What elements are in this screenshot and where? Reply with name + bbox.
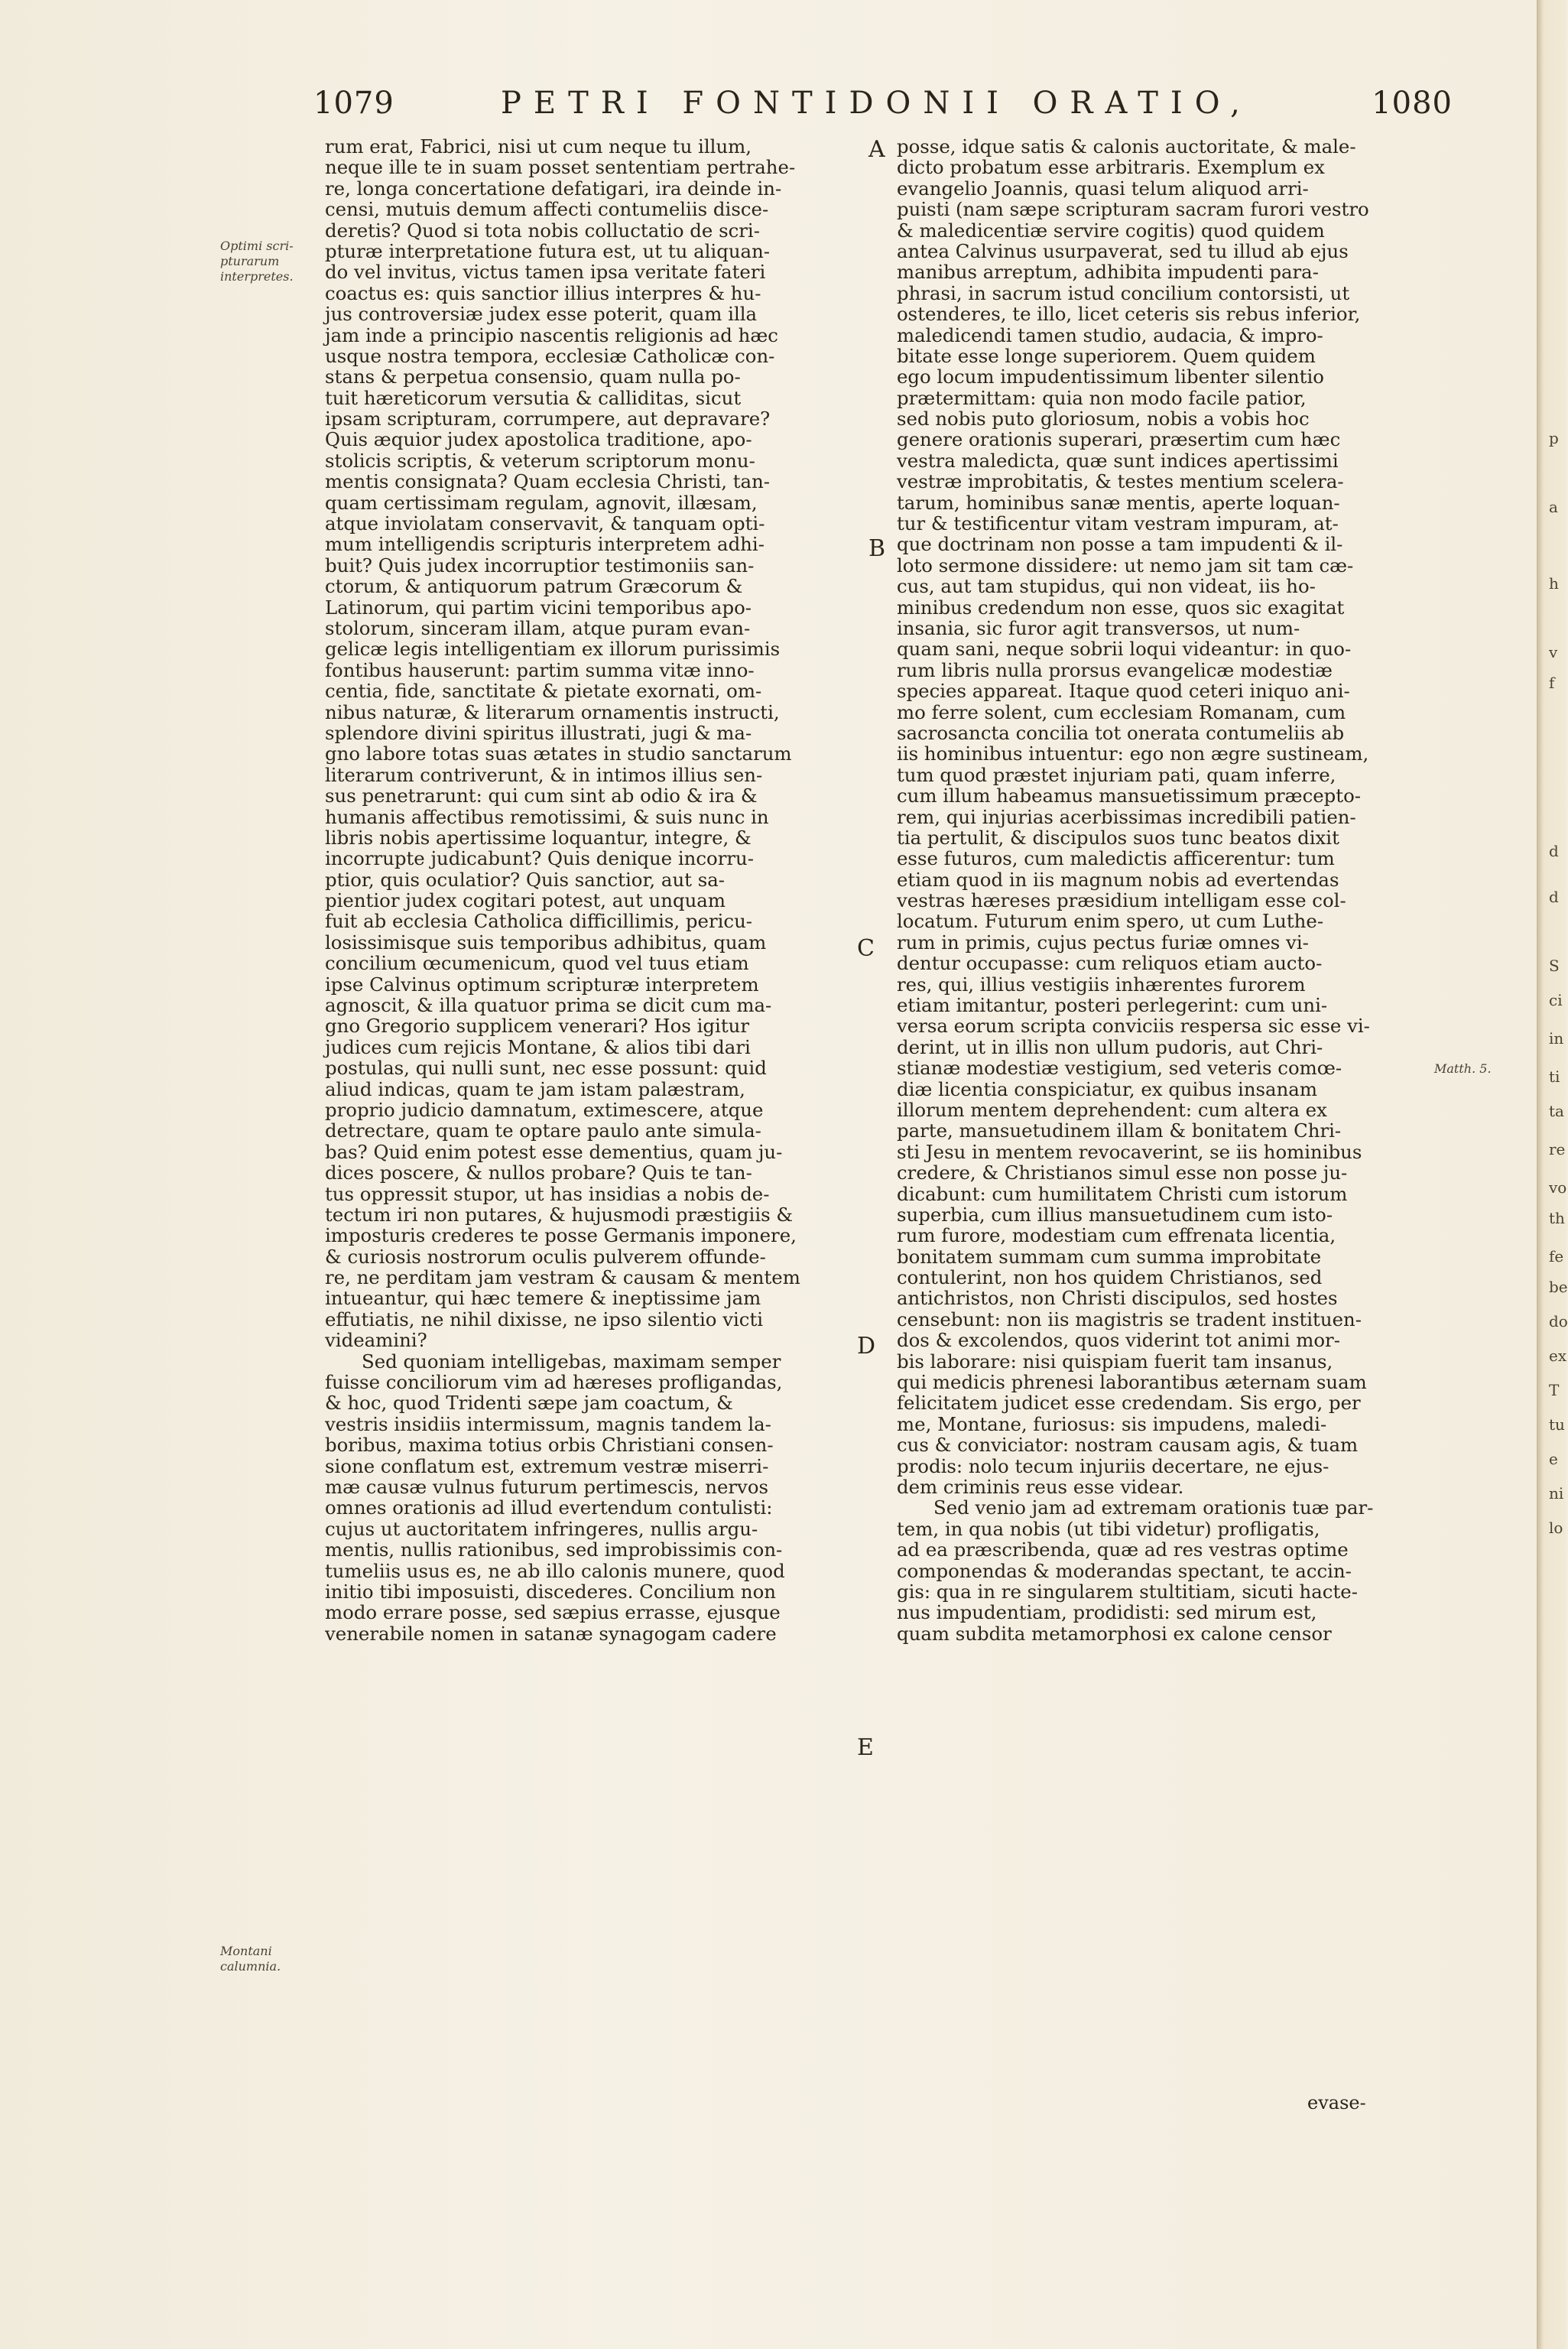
text-line: censi, mutuis demum affecti contumeliis disce- [325, 198, 769, 221]
text-line: detrectare, quam te optare paulo ante simula- [325, 1119, 761, 1142]
text-line: vestra maledicta, quæ sunt indices apertissimi [897, 449, 1339, 472]
text-line: fontibus hauserunt: partim summa vitæ inno- [325, 658, 755, 681]
text-line: prætermittam: quia non modo facile patior, [897, 386, 1307, 409]
text-line: antichristos, non Christi discipulos, sed hostes [897, 1287, 1338, 1310]
text-line: versa eorum scripta conviciis respersa sic esse vi- [897, 1015, 1370, 1038]
text-line: genere orationis superari, præsertim cum hæc [897, 428, 1341, 451]
text-line: intueantur, qui hæc temere & ineptissime jam [325, 1287, 761, 1310]
text-line: parte, mansuetudinem illam & bonitatem Chri- [897, 1119, 1342, 1142]
text-line: imposturis crederes te posse Germanis imponere, [325, 1224, 797, 1247]
text-line: dentur occupasse: cum reliquos etiam aucto- [897, 952, 1323, 975]
text-line: censebunt: non iis magistris se tradent instituen- [897, 1308, 1362, 1330]
text-line: tarum, hominibus sanæ mentis, aperte loquan- [897, 491, 1340, 514]
text-line: componendas & moderandas spectant, te accin- [897, 1559, 1352, 1582]
text-line: incorrupte judicabunt? Quis denique incorru- [325, 847, 754, 870]
text-line: derint, ut in illis non ullum pudoris, aut Chri- [897, 1035, 1323, 1058]
section-letter-e: E [857, 1734, 874, 1761]
text-line: qui medicis phrenesi laborantibus æternam suam [897, 1371, 1367, 1394]
text-line: mo ferre solent, cum ecclesiam Romanam, cum [897, 700, 1346, 723]
text-line: bonitatem summam cum summa improbitate [897, 1245, 1322, 1268]
text-line: rem, qui injurias acerbissimas incredibili patien- [897, 805, 1356, 828]
text-line: etiam quod in iis magnum nobis ad evertendas [897, 868, 1339, 891]
text-line: stolorum, sinceram illam, atque puram evan- [325, 616, 751, 639]
text-line: ego locum impudentissimum libenter silentio [897, 366, 1324, 388]
text-line: boribus, maxima totius orbis Christiani consen- [325, 1434, 774, 1457]
text-line: cus & conviciator: nostram causam agis, & tuam [897, 1434, 1359, 1457]
text-line: mentis, nullis rationibus, sed improbissimis con- [325, 1538, 783, 1561]
text-line: coactus es: quis sanctior illius interpres & hu- [325, 281, 761, 304]
text-line: gis: qua in re singularem stultitiam, sicuti hacte- [897, 1580, 1358, 1603]
edge-fragment: in [1549, 1029, 1564, 1048]
running-title: PETRI FONTIDONII ORATIO, [501, 86, 1252, 121]
text-line: ad ea præscribenda, quæ ad res vestras optime [897, 1538, 1349, 1561]
text-line: tuit hæreticorum versutia & calliditas, sicut [325, 386, 742, 409]
edge-fragment: tu [1549, 1415, 1565, 1434]
text-line: venerabile nomen in satanæ synagogam cadere [325, 1622, 777, 1645]
text-line: superbia, cum illius mansuetudinem cum isto- [897, 1203, 1333, 1226]
text-line: dem criminis reus esse videar. [897, 1476, 1184, 1498]
text-line: sed nobis puto gloriosum, nobis a vobis hoc [897, 408, 1310, 430]
text-line: stans & perpetua consensio, quam nulla po- [325, 366, 741, 388]
edge-fragment: f [1549, 674, 1555, 692]
text-line: tumeliis usus es, ne ab illo calonis munere, quod [325, 1559, 785, 1582]
text-line: gno Gregorio supplicem venerari? Hos igitur [325, 1015, 750, 1038]
margin-note-matthew: Matth. 5. [1434, 1061, 1492, 1076]
text-line: nibus naturæ, & literarum ornamentis instructi, [325, 700, 780, 723]
text-line: pturæ interpretatione futura est, ut tu aliquan- [325, 239, 771, 262]
text-line: deretis? Quod si tota nobis colluctatio de scri- [325, 219, 760, 242]
left-column [325, 136, 872, 1644]
text-line: cujus ut auctoritatem infringeres, nullis argu- [325, 1517, 758, 1540]
text-line: Sed quoniam intelligebas, maximam semper [362, 1350, 781, 1373]
edge-fragment: h [1549, 574, 1559, 593]
text-line: mum intelligendis scripturis interpretem adhi- [325, 533, 765, 556]
text-line: cum illum habeamus mansuetissimum præcepto- [897, 785, 1362, 807]
text-line: postulas, qui nulli sunt, nec esse possunt: quid [325, 1057, 767, 1080]
text-line: posse, idque satis & calonis auctoritate, & male- [897, 135, 1356, 158]
text-line: illorum mentem deprehendent: cum altera ex [897, 1098, 1327, 1121]
text-line: jus controversiæ judex esse poterit, quam illa [325, 303, 758, 326]
text-line: quam certissimam regulam, agnovit, illæsam, [325, 491, 758, 514]
text-line: sus penetrarunt: qui cum sint ab odio & ira & [325, 785, 758, 807]
text-line: gno labore totas suas ætates in studio sanctarum [325, 742, 792, 765]
margin-note-interpretes: Optimi scri- pturarum interpretes. [220, 239, 294, 284]
text-line: tur & testificentur vitam vestram impuram, at- [897, 512, 1339, 535]
text-line: fuit ab ecclesia Catholica difficillimis, pericu- [325, 910, 753, 933]
text-line: dices poscere, & nullos probare? Quis te tan- [325, 1162, 752, 1184]
text-line: minibus credendum non esse, quos sic exagitat [897, 596, 1345, 619]
text-line: gelicæ legis intelligentiam ex illorum purissimis [325, 638, 781, 661]
text-line: dicabunt: cum humilitatem Christi cum istorum [897, 1182, 1348, 1205]
text-line: & maledicentiæ servire cogitis) quod quidem [897, 219, 1325, 242]
text-line: quam sani, neque sobrii loqui videantur: in quo- [897, 638, 1352, 661]
text-line: literarum contriverunt, & in intimos illius sen- [325, 763, 763, 786]
text-line: buit? Quis judex incorruptior testimoniis san- [325, 554, 755, 577]
text-line: stianæ modestiæ vestigium, sed veteris comœ- [897, 1057, 1342, 1080]
text-line: nus impudentiam, prodidisti: sed mirum est, [897, 1601, 1317, 1624]
text-line: fuisse conciliorum vim ad hæreses profligandas, [325, 1371, 783, 1394]
text-line: prodis: nolo tecum injuriis decertare, ne ejus- [897, 1454, 1329, 1477]
section-letter-a: A [868, 136, 885, 163]
edge-fragment: a [1549, 498, 1558, 516]
edge-fragment: d [1549, 888, 1559, 906]
edge-fragment: lo [1549, 1519, 1563, 1537]
text-line: quam subdita metamorphosi ex calone censor [897, 1622, 1332, 1645]
text-line: humanis affectibus remotissimi, & suis nunc in [325, 805, 769, 828]
text-line: tectum iri non putares, & hujusmodi præstigiis & [325, 1203, 794, 1226]
text-line: mentis consignata? Quam ecclesia Christi, tan- [325, 470, 771, 493]
edge-fragment: T [1549, 1381, 1560, 1399]
text-line: bitate esse longe superiorem. Quem quidem [897, 344, 1316, 367]
text-line: me, Montane, furiosus: sis impudens, maledi- [897, 1412, 1327, 1435]
text-line: bis laborare: nisi quispiam fuerit tam insanus, [897, 1350, 1333, 1373]
text-line: res, qui, illius vestigiis inhærentes furorem [897, 973, 1306, 996]
text-line: locatum. Futurum enim spero, ut cum Luthe- [897, 910, 1324, 933]
text-line: rum in primis, cujus pectus furiæ omnes vi- [897, 931, 1309, 954]
text-line: esse futuros, cum maledictis afficerentur: tum [897, 847, 1335, 870]
text-line: concilium œcumenicum, quod vel tuus etiam [325, 952, 749, 975]
text-line: & curiosis nostrorum oculis pulverem offunde- [325, 1245, 766, 1268]
text-line: contulerint, non hos quidem Christianos, sed [897, 1266, 1323, 1289]
text-line: usque nostra tempora, ecclesiæ Catholicæ con- [325, 344, 775, 367]
text-line: aliud indicas, quam te jam istam palæstram, [325, 1077, 745, 1100]
edge-fragment: p [1549, 429, 1559, 447]
facing-page-edge [1537, 0, 1566, 2349]
text-line: re, longa concertatione defatigari, ira deinde in- [325, 177, 782, 200]
page-number-right: 1080 [1372, 86, 1453, 121]
edge-fragment: ci [1549, 991, 1563, 1009]
text-line: diæ licentia conspiciatur, ex quibus insanam [897, 1077, 1317, 1100]
margin-note-calumnia: Montani calumnia. [220, 1944, 281, 1974]
text-line: effutiatis, ne nihil dixisse, ne ipso silentio victi [325, 1308, 764, 1330]
text-line: pientior judex cogitari potest, aut unquam [325, 889, 726, 912]
text-line: losissimisque suis temporibus adhibitus, quam [325, 931, 767, 954]
text-line: evangelio Joannis, quasi telum aliquod arri- [897, 177, 1309, 200]
edge-fragment: vo [1549, 1178, 1567, 1197]
text-line: Latinorum, qui partim vicini temporibus apo- [325, 596, 752, 619]
text-line: loto sermone dissidere: ut nemo jam sit tam cæ- [897, 554, 1354, 577]
text-line: sti Jesu in mentem revocaverint, se iis hominibus [897, 1140, 1362, 1163]
text-line: mæ causæ vulnus futurum pertimescis, nervos [325, 1476, 769, 1498]
text-line: modo errare posse, sed sæpius errasse, ejusque [325, 1601, 781, 1624]
text-line: iis hominibus intuentur: ego non ægre sustineam, [897, 742, 1369, 765]
edge-fragment: fe [1549, 1247, 1564, 1265]
edge-fragment: do [1549, 1312, 1568, 1330]
text-line: re, ne perditam jam vestram & causam & mentem [325, 1266, 800, 1289]
edge-fragment: be [1549, 1278, 1568, 1296]
text-line: jam inde a principio nascentis religionis ad hæc [325, 323, 778, 346]
text-line: antea Calvinus usurpaverat, sed tu illud ab ejus [897, 239, 1349, 262]
right-column [897, 136, 1440, 1644]
text-line: proprio judicio damnatum, extimescere, atque [325, 1098, 764, 1121]
text-line: centia, fide, sanctitate & pietate exornati, om- [325, 680, 762, 703]
text-line: atque inviolatam conservavit, & tanquam opti- [325, 512, 765, 535]
text-line: manibus arreptum, adhibita impudenti para- [897, 261, 1319, 284]
text-line: species appareat. Itaque quod ceteri iniquo ani- [897, 680, 1350, 703]
section-letter-d: D [857, 1333, 876, 1360]
text-line: neque ille te in suam posset sententiam pertrahe- [325, 156, 796, 179]
text-line: tum quod præstet injuriam pati, quam inferre, [897, 763, 1336, 786]
text-line: ptior, quis oculatior? Quis sanctior, aut sa- [325, 868, 726, 891]
text-line: Quis æquior judex apostolica traditione, apo- [325, 428, 752, 451]
edge-fragment: re [1549, 1140, 1566, 1158]
text-line: tem, in qua nobis (ut tibi videtur) profligatis, [897, 1517, 1320, 1540]
text-line: rum furore, modestiam cum effrenata licentia, [897, 1224, 1336, 1247]
edge-fragment: v [1549, 643, 1558, 661]
text-line: omnes orationis ad illud evertendum contulisti: [325, 1496, 773, 1519]
text-line: tia pertulit, & discipulos suos tunc beatos dixit [897, 826, 1339, 849]
text-line: ctorum, & antiquorum patrum Græcorum & [325, 575, 743, 598]
section-letter-c: C [857, 935, 875, 962]
text-line: dicto probatum esse arbitraris. Exemplum ex [897, 156, 1325, 179]
text-line: ipsam scripturam, corrumpere, aut depravare? [325, 408, 771, 430]
text-line: stolicis scriptis, & veterum scriptorum monu- [325, 449, 755, 472]
text-line: cus, aut tam stupidus, qui non videat, iis ho- [897, 575, 1316, 598]
text-line: vestris insidiis intermissum, magnis tandem la- [325, 1412, 771, 1435]
text-line: dos & excolendos, quos viderint tot animi mor- [897, 1329, 1340, 1352]
running-header [313, 86, 1453, 132]
text-line: insania, sic furor agit transversos, ut num- [897, 616, 1300, 639]
text-line: maledicendi tamen studio, audacia, & impro- [897, 323, 1323, 346]
text-line: phrasi, in sacrum istud concilium contorsisti, ut [897, 281, 1350, 304]
text-line: sacrosancta concilia tot onerata contumeliis ab [897, 721, 1345, 744]
text-line: tus oppressit stupor, ut has insidias a nobis de- [325, 1182, 770, 1205]
text-line: etiam imitantur, posteri perlegerint: cum uni- [897, 994, 1328, 1017]
edge-fragment: ti [1549, 1067, 1560, 1086]
text-line: Sed venio jam ad extremam orationis tuæ par- [933, 1496, 1374, 1519]
text-line: splendore divini spiritus illustrati, jugi & ma- [325, 721, 752, 744]
text-line: ipse Calvinus optimum scripturæ interpretem [325, 973, 759, 996]
text-line: bas? Quid enim potest esse dementius, quam ju- [325, 1140, 783, 1163]
edge-fragment: e [1549, 1450, 1558, 1468]
text-line: vestras hæreses præsidium intelligam esse col- [897, 889, 1346, 912]
text-line: felicitatem judicet esse credendam. Sis ergo, per [897, 1392, 1361, 1415]
page-number-left: 1079 [313, 86, 394, 121]
catchword: evase- [1307, 2092, 1366, 2113]
edge-fragment: th [1549, 1209, 1565, 1227]
text-line: ostenderes, te illo, licet ceteris sis rebus inferior, [897, 303, 1361, 326]
text-line: vestræ improbitatis, & testes mentium scelera- [897, 470, 1344, 493]
text-line: agnoscit, & illa quatuor prima se dicit cum ma- [325, 994, 772, 1017]
edge-fragment: ni [1549, 1484, 1564, 1503]
edge-fragment: ta [1549, 1102, 1564, 1120]
section-letter-b: B [868, 535, 886, 562]
edge-fragment: ex [1549, 1347, 1567, 1365]
text-line: judices cum rejicis Montane, & alios tibi dari [325, 1035, 751, 1058]
text-line: rum erat, Fabrici, nisi ut cum neque tu illum, [325, 135, 752, 158]
text-line: initio tibi imposuisti, discederes. Concilium non [325, 1580, 776, 1603]
text-line: & hoc, quod Tridenti sæpe jam coactum, & [325, 1392, 733, 1415]
text-line: puisti (nam sæpe scripturam sacram furori vestro [897, 198, 1369, 221]
text-line: do vel invitus, victus tamen ipsa veritate fateri [325, 261, 766, 284]
text-line: que doctrinam non posse a tam impudenti & il- [897, 533, 1343, 556]
text-line: rum libris nulla prorsus evangelicæ modestiæ [897, 658, 1333, 681]
edge-fragment: S [1549, 957, 1560, 975]
text-line: videamini? [325, 1329, 427, 1352]
edge-fragment: d [1549, 842, 1559, 860]
text-line: credere, & Christianos simul esse non posse ju- [897, 1162, 1348, 1184]
text-line: sione conflatum est, extremum vestræ miserri- [325, 1454, 769, 1477]
text-line: libris nobis apertissime loquantur, integre, & [325, 826, 752, 849]
